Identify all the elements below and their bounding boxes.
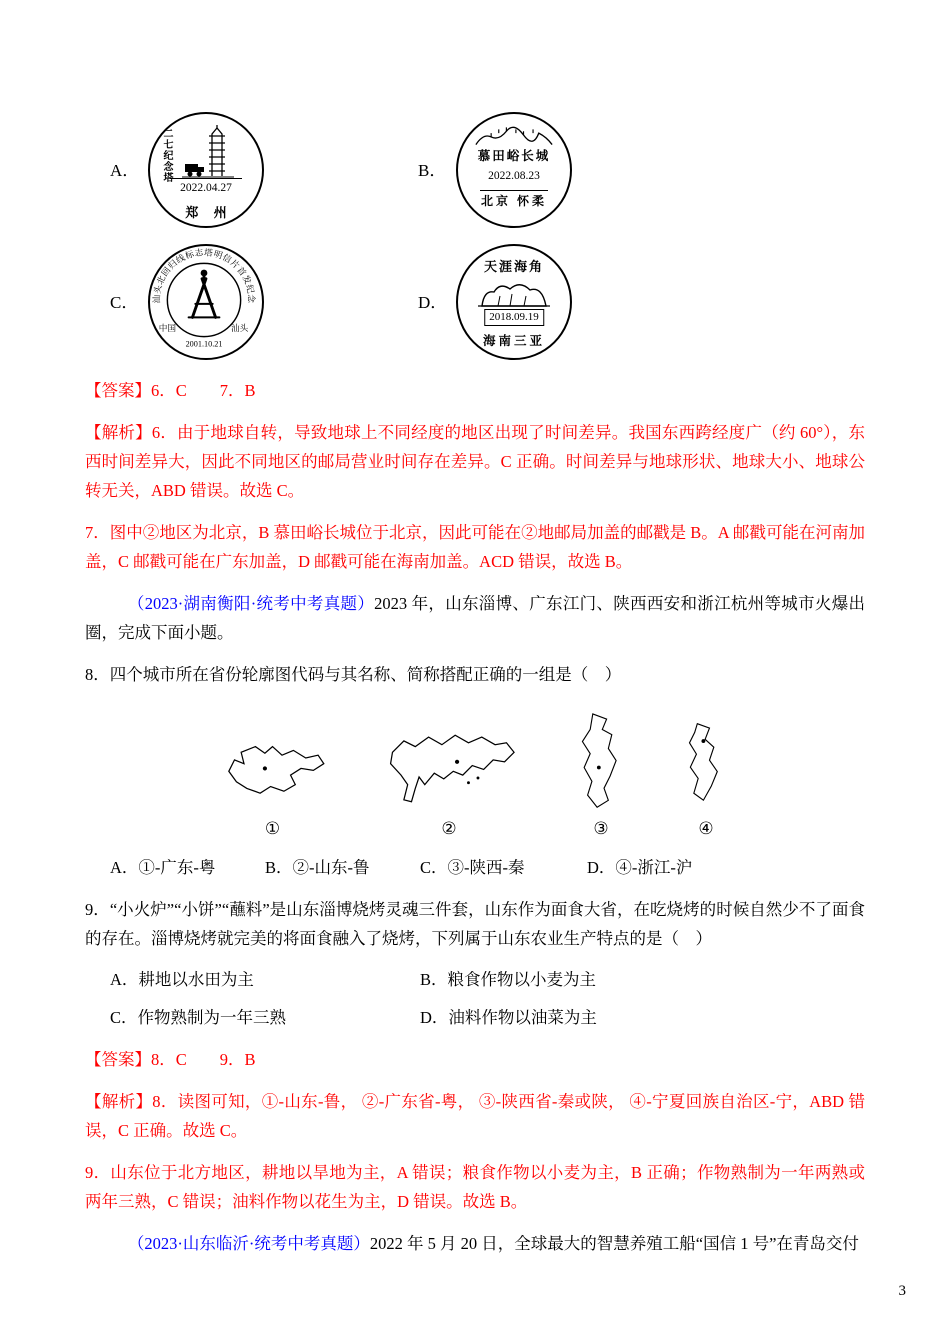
answer-line-6-7 [85,376,865,405]
option-b-label: B． [418,160,447,180]
postmark-c-date: 2001.10.21 [185,339,223,349]
map-label-2: ② [441,819,457,838]
shaanxi-outline-map [568,707,634,815]
question-8-options [85,853,865,882]
exam-source-citation: （2023·湖南衡阳·统考中考真题） [127,594,375,613]
map-label-1: ① [264,819,281,838]
analysis-6 [85,418,865,505]
q9-option-a: A．耕地以水田为主 [110,970,254,989]
island-dot [477,777,480,780]
analysis-9 [85,1158,865,1216]
great-wall-icon [474,123,554,149]
option-c-label: C． [110,292,139,312]
postmark-option-a [110,112,418,228]
map-label-3: ③ [593,819,609,838]
analysis-9-text: 9．山东位于北方地区，耕地以旱地为主，A 错误；粮食作物以小麦为主，B 正确；作物熟制为一年两熟或两年三熟，C 错误；油料作物以花生为主，D 错误。故选 B。 [85,1163,865,1211]
answer-tag: 【答案】 [85,381,151,400]
postmark-b-title: 慕田峪长城 [477,149,551,163]
question-8-stem: 8．四个城市所在省份轮廓图代码与其名称、简称搭配正确的一组是（ ） [85,665,622,684]
seaside-rocks-icon [476,276,552,310]
truck-icon [185,164,204,177]
analysis-tag: 【解析】 [85,1092,153,1111]
tropic-of-cancer-monument-icon [189,270,220,318]
postmark-row-2 [110,244,865,360]
answer-text: 6．C 7．B [151,381,256,400]
postmark-b-city: 北京 怀柔 [480,194,547,208]
question-9-stem: 9．“小火炉”“小饼”“蘸料”是山东淄博烧烤灵魂三件套，山东作为面食大省，在吃烧烤的时候自然少不了面食的存在。淄博烧烤就完美的将面食融入了烧烤，下列属于山东农业生产特点的是（ ） [85,900,865,948]
analysis-8 [85,1087,865,1145]
postmark-row-1 [110,112,865,228]
question-9-options [85,965,865,1032]
postmark-divider-line [170,178,242,179]
postmark-d-date: 2018.09.19 [484,309,544,326]
q9-option-d: D．油料作物以油菜为主 [420,1008,597,1027]
postmark-a-date: 2022.04.27 [180,182,232,194]
postmark-hainan-sanya [456,244,572,360]
postmark-beijing-huairou [456,112,572,228]
postmark-c-city: 汕头 [231,322,249,333]
province-map-2 [374,720,524,841]
q8-option-b: B．②-山东-鲁 [265,858,370,877]
analysis-6-text: 6．由于地球自转，导致地球上不同经度的地区出现了时间差异。我国东西跨经度广（约 60°），东西时间差异大，因此不同地区的邮局营业时间存在差异。C 正确。时间差异与地球形状、地球大小、地球公转无关，ABD 错误。故选 C。 [85,423,865,500]
shandong-outline-map [215,739,330,815]
postmark-d-city: 海南三亚 [482,334,545,348]
postmark-c-ring-textpath: 汕头北回归线标志塔明信片首发纪念 [151,247,257,304]
q9-option-c: C．作物熟制为一年三熟 [110,1008,287,1027]
postmark-shantou [148,244,264,360]
analysis-7 [85,518,865,576]
city-dot [455,760,459,764]
q8-option-d: D．④-浙江-沪 [587,858,693,877]
answer-tag: 【答案】 [85,1050,151,1069]
option-d-label: D． [418,292,448,312]
postmark-d-title: 天涯海角 [483,259,544,274]
province-outline-figure [215,707,865,841]
postmark-option-b [418,112,726,228]
exam-source-citation: （2023·山东临沂·统考中考真题） [127,1234,370,1253]
postmark-option-d [418,244,726,360]
city-dot [263,766,267,770]
postmark-option-c [110,244,418,360]
guangdong-outline-map [374,720,524,815]
page-number: 3 [898,1283,906,1299]
question-6-7-figure [110,112,865,360]
island-dot [467,781,470,784]
question-10-intro [85,1229,865,1258]
option-a-label: A． [110,160,140,180]
map-label-4: ④ [698,819,714,838]
intro-text: 2023 年，山东淄博、广东江门、陕西西安和浙江杭州等城市火爆出圈，完成下面小题。 [85,594,866,642]
province-map-1 [215,739,330,841]
ningxia-outline-map [678,715,734,815]
province-map-4 [678,715,734,841]
answer-text: 8．C 9．B [151,1050,256,1069]
province-map-3 [568,707,634,841]
question-8-9-intro [85,589,865,647]
postmark-a-city: 郑 州 [185,205,233,220]
postmark-a-title: 二七纪念塔 [161,128,172,183]
q9-option-b: B．粮食作物以小麦为主 [420,970,597,989]
postmark-zhengzhou [148,112,264,228]
q8-option-a: A．①-广东-粤 [110,858,216,877]
city-dot [597,766,601,770]
intro-text: 2022 年 5 月 20 日，全球最大的智慧养殖工船“国信 1 号”在青岛交付 [369,1234,859,1253]
shantou-postmark-art [150,246,258,354]
analysis-7-text: 7．图中②地区为北京，B 慕田峪长城位于北京，因此可能在②地邮局加盖的邮戳是 B。A 邮戳可能在河南加盖，C 邮戳可能在广东加盖，D 邮戳可能在海南加盖。ACD 错误，故选 B。 [85,523,865,571]
erqi-pagoda-tower-icon [182,124,234,180]
analysis-8-text: 8．读图可知，①-山东-鲁， ②-广东省-粤， ③-陕西省-秦或陕， ④-宁夏回族自治区-宁，ABD 错误，C 正确。故选 C。 [85,1092,865,1140]
postmark-b-date: 2022.08.23 [488,170,540,182]
q8-option-c: C．③-陕西-秦 [420,858,525,877]
postmark-divider-line [480,190,548,191]
city-dot [701,739,705,743]
answer-line-8-9 [85,1045,865,1074]
postmark-c-country: 中国 [158,322,177,333]
analysis-tag: 【解析】 [85,423,152,442]
